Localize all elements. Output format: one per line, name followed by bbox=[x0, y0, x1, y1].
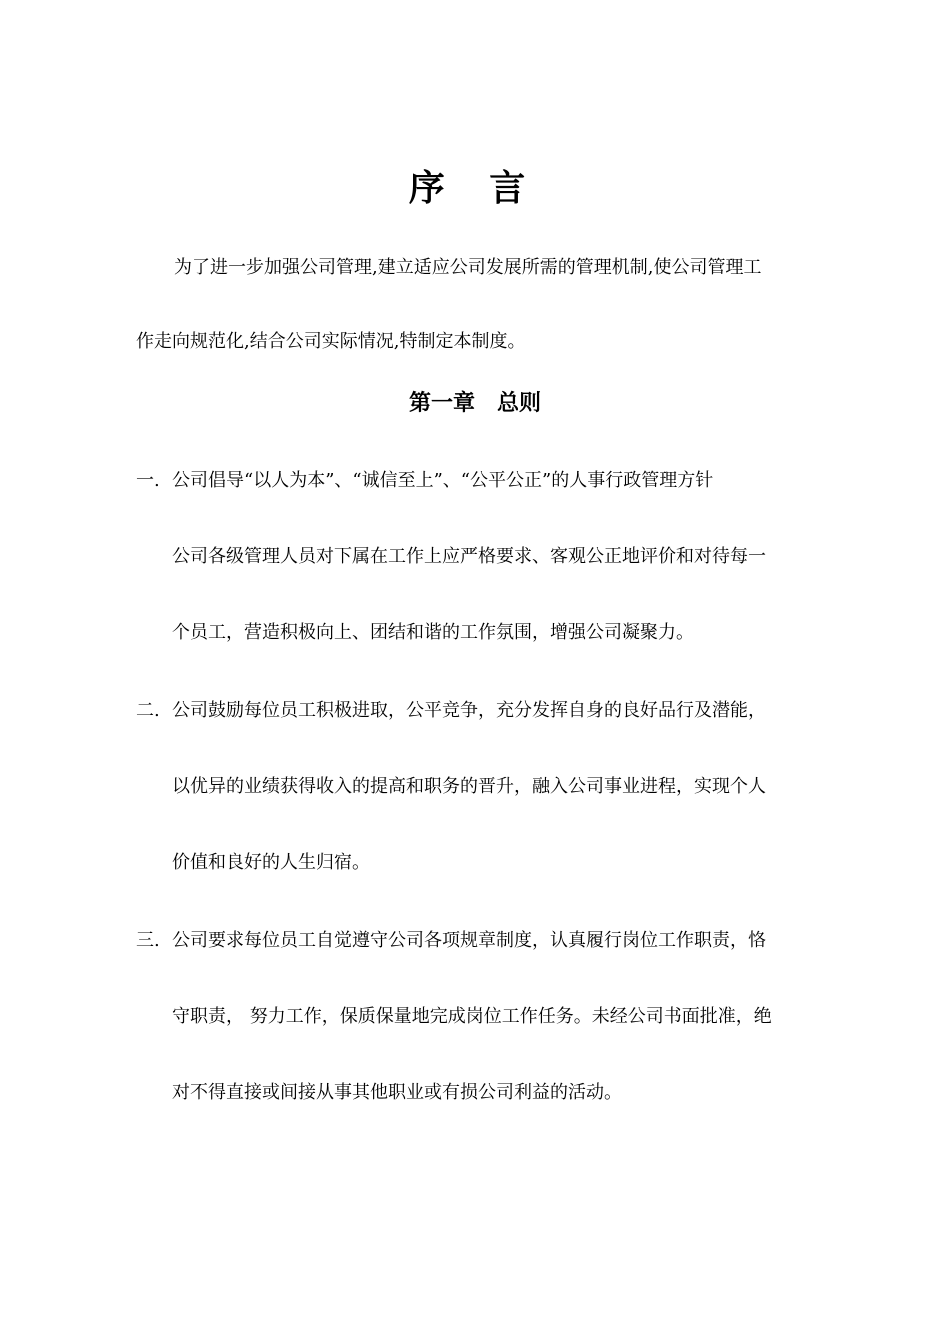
item-3-line-1: 公司要求每位员工自觉遵守公司各项规章制度，认真履行岗位工作职责，恪 bbox=[172, 930, 766, 951]
item-2-line-3: 价值和良好的人生归宿。 bbox=[172, 852, 370, 873]
item-3-line-2: 守职责， 努力工作，保质保量地完成岗位工作任务。未经公司书面批准，绝 bbox=[172, 1006, 772, 1027]
item-1-line-1: 公司倡导“以人为本”、“诚信至上”、“公平公正”的人事行政管理方针 bbox=[172, 470, 714, 491]
item-3-line-3: 对不得直接或间接从事其他职业或有损公司利益的活动。 bbox=[172, 1082, 622, 1103]
item-3-number: 三. bbox=[136, 930, 160, 951]
item-2-line-2: 以优异的业绩获得收入的提高和职务的晋升，融入公司事业进程，实现个人 bbox=[172, 776, 766, 797]
item-1-line-3: 个员工，营造积极向上、团结和谐的工作氛围，增强公司凝聚力。 bbox=[172, 622, 694, 643]
preface-line-1: 为了进一步加强公司管理,建立适应公司发展所需的管理机制,使公司管理工 bbox=[174, 257, 762, 278]
item-2-line-1: 公司鼓励每位员工积极进取，公平竞争，充分发挥自身的良好品行及潜能， bbox=[172, 700, 766, 721]
preface-title: 序 言 bbox=[408, 167, 542, 209]
preface-line-2: 作走向规范化,结合公司实际情况,特制定本制度。 bbox=[136, 331, 526, 352]
item-2-number: 二. bbox=[136, 700, 160, 721]
chapter-title: 第一章 总则 bbox=[408, 390, 541, 416]
item-1-line-2: 公司各级管理人员对下属在工作上应严格要求、客观公正地评价和对待每一 bbox=[172, 546, 766, 567]
item-1-number: 一. bbox=[136, 470, 160, 491]
